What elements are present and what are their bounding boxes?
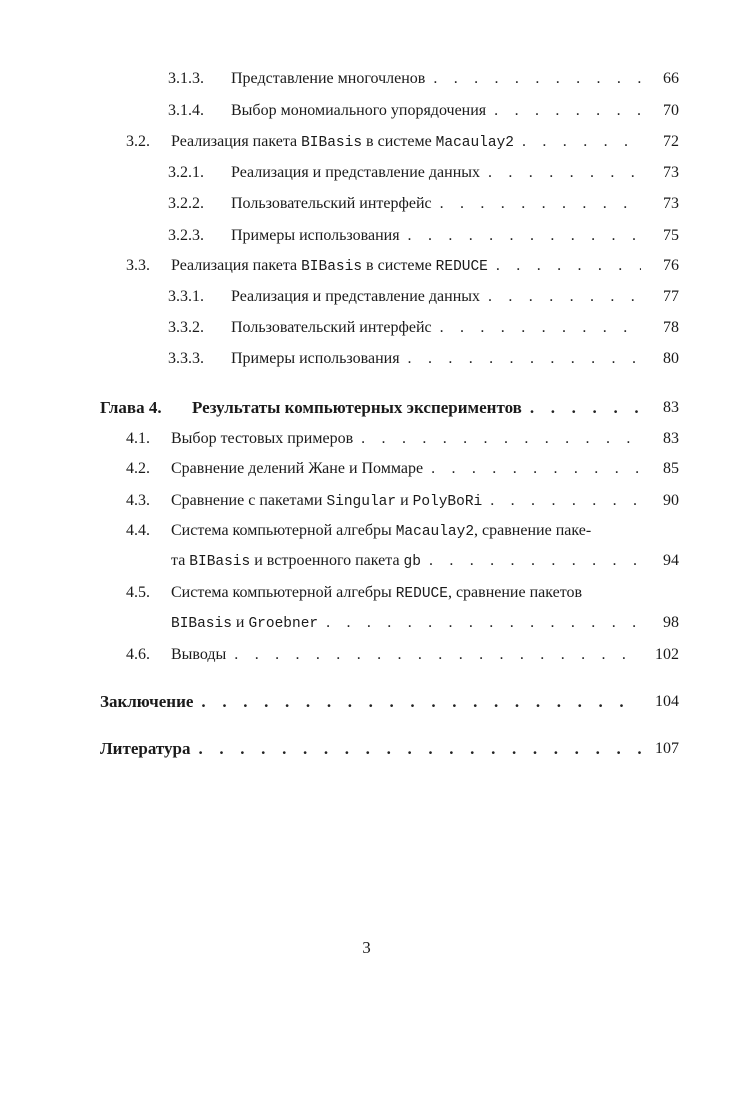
page-number: 66 [663,70,679,87]
section-number: 3.2.1. [168,164,204,181]
section-number: 3.3.3. [168,350,204,367]
toc-entry [0,254,733,278]
page-number: 83 [663,430,679,447]
page-number: 90 [663,492,679,509]
section-title-line-2: та BIBasis и встроенного пакета gb [171,552,421,570]
toc-chapter-entry [0,690,733,714]
section-number: 4.5. [126,584,150,601]
page-number: 107 [655,740,679,757]
page-number: 83 [663,399,679,416]
section-title: Сравнение с пакетами Singular и PolyBoRi [171,492,483,510]
toc-entry [0,347,733,371]
page-number: 76 [663,257,679,274]
dot-leader [400,224,641,248]
section-number: 4.1. [126,430,150,447]
page-number: 104 [655,693,679,710]
toc-chapter-entry [0,737,733,761]
dot-leader [421,549,641,573]
toc-entry [0,67,733,91]
dot-leader [432,316,641,340]
section-title: Выводы [171,646,227,663]
toc-entry [0,285,733,309]
toc-entry [0,427,733,451]
section-title-line-1: Система компьютерной алгебры REDUCE, сравнение пакетов [171,584,583,602]
dot-leader [482,489,641,513]
dot-leader [486,99,641,123]
section-number: 3.2. [126,133,150,150]
toc-entry [0,581,733,605]
dot-leader [488,254,641,278]
page-number: 102 [655,646,679,663]
toc-chapter-entry [0,396,733,420]
dot-leader [353,427,641,451]
page-number: 85 [663,460,679,477]
page-number: 80 [663,350,679,367]
toc-entry [0,457,733,481]
dot-leader [425,67,641,91]
page-number: 77 [663,288,679,305]
section-number: 3.2.3. [168,227,204,244]
footer-page-number: 3 [362,938,371,957]
page-number: 72 [663,133,679,150]
section-title: Реализация пакета BIBasis в системе REDUCE [171,257,488,275]
dot-leader [522,396,642,420]
dot-leader [400,347,641,371]
section-title: Примеры использования [231,350,400,367]
dot-leader [193,690,641,714]
section-number: 4.4. [126,522,150,539]
section-title: Выбор мономиального упорядочения [231,102,487,119]
section-title: Примеры использования [231,227,400,244]
toc-entry [0,316,733,340]
page-number: 75 [663,227,679,244]
section-number: 3.1.4. [168,102,204,119]
section-number: 3.3. [126,257,150,274]
section-title: Реализация пакета BIBasis в системе Macaulay2 [171,133,514,151]
section-number: 3.3.2. [168,319,204,336]
section-number: 4.6. [126,646,150,663]
toc-entry-continuation [0,549,733,573]
toc-entry [0,99,733,123]
section-title: Пользовательский интерфейс [231,319,432,336]
dot-leader [432,192,641,216]
dot-leader [226,643,641,667]
section-number: 4.3. [126,492,150,509]
page-number: 78 [663,319,679,336]
section-number: 3.2.2. [168,195,204,212]
section-title-line-1: Система компьютерной алгебры Macaulay2, сравнение паке- [171,522,592,540]
chapter-title: Литература [100,739,191,758]
section-number: 3.3.1. [168,288,204,305]
section-title: Пользовательский интерфейс [231,195,432,212]
chapter-title: Результаты компьютерных экспериментов [192,398,522,417]
section-title: Выбор тестовых примеров [171,430,354,447]
page-number: 73 [663,195,679,212]
page-number: 98 [663,614,679,631]
toc-entry [0,519,733,543]
dot-leader [190,737,641,761]
dot-leader [480,285,641,309]
page-number: 73 [663,164,679,181]
section-number: 4.2. [126,460,150,477]
chapter-title: Заключение [100,692,194,711]
page-number: 94 [663,552,679,569]
section-title: Реализация и представление данных [231,288,480,305]
toc-entry [0,489,733,513]
toc-entry-continuation [0,611,733,635]
toc-entry [0,643,733,667]
section-number: 3.1.3. [168,70,204,87]
section-title: Представление многочленов [231,70,426,87]
dot-leader [480,161,641,185]
dot-leader [318,611,641,635]
toc-entry [0,161,733,185]
section-title: Сравнение делений Жане и Поммаре [171,460,424,477]
page-number: 70 [663,102,679,119]
toc-entry [0,130,733,154]
section-title-line-2: BIBasis и Groebner [171,614,319,632]
toc-entry [0,192,733,216]
section-title: Реализация и представление данных [231,164,480,181]
dot-leader [514,130,641,154]
dot-leader [423,457,641,481]
chapter-number: Глава 4. [100,398,162,417]
toc-entry [0,224,733,248]
